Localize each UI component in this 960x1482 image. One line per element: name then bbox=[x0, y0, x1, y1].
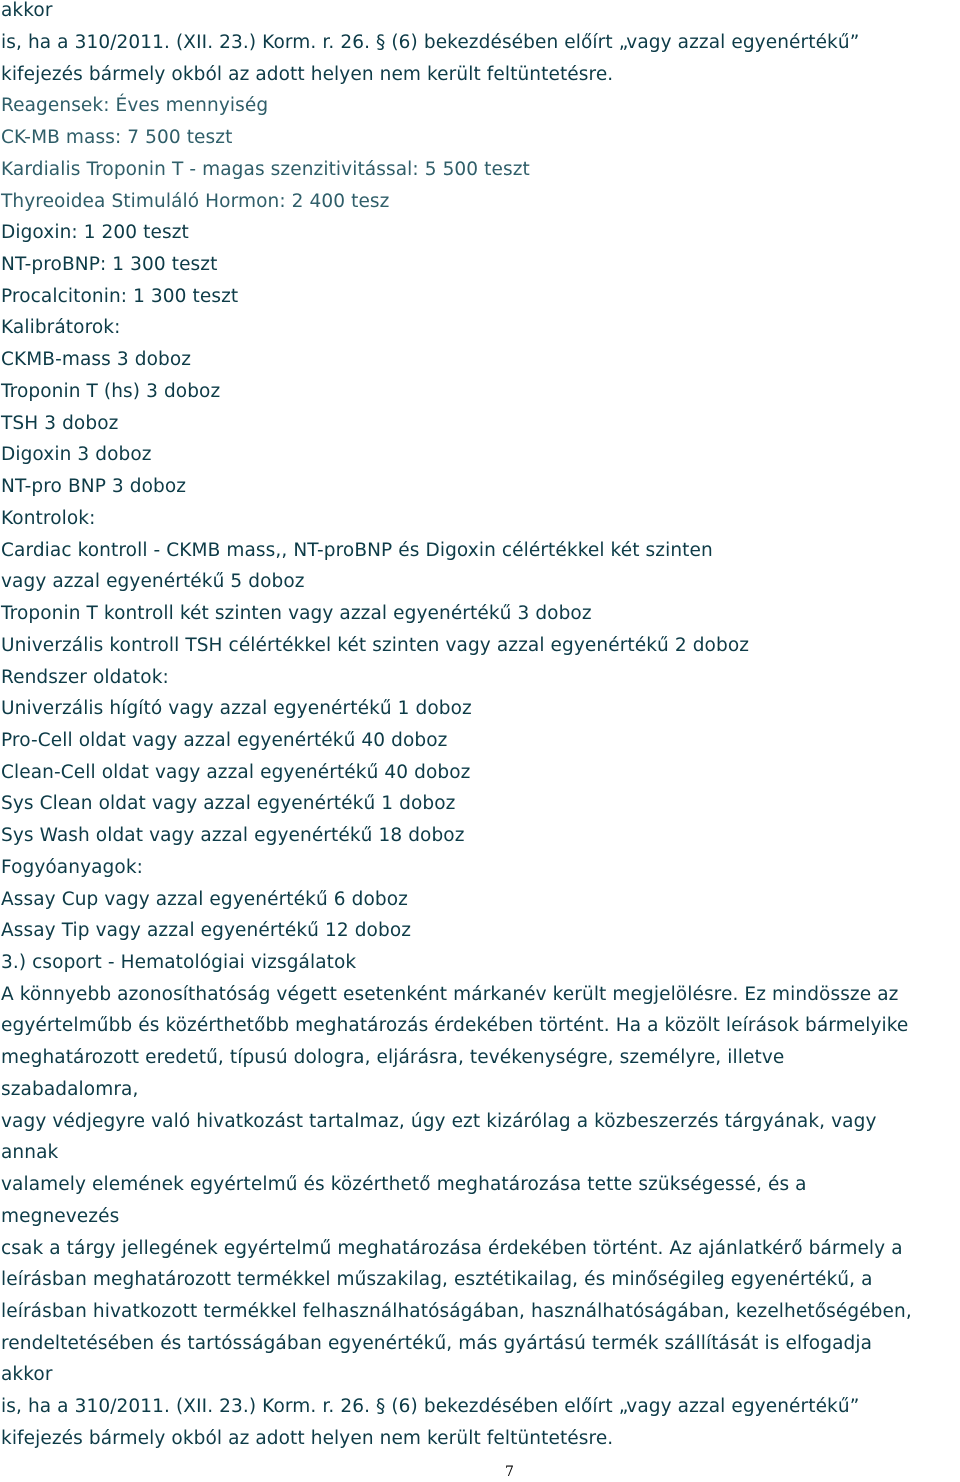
text-line: vagy védjegyre való hivatkozást tartalmaz, úgy ezt kizárólag a közbeszerzés tárgyának, vagy bbox=[1, 1111, 877, 1132]
text-line: valamely elemének egyértelmű és közérthető meghatározása tette szükségessé, és a bbox=[1, 1174, 807, 1195]
text-line: egyértelműbb és közérthetőbb meghatározás érdekében történt. Ha a közölt leírások bármelyike bbox=[1, 1015, 909, 1036]
text-line: Sys Clean oldat vagy azzal egyenértékű 1 doboz bbox=[1, 793, 456, 814]
text-line: vagy azzal egyenértékű 5 doboz bbox=[1, 571, 305, 592]
text-line: NT-pro BNP 3 doboz bbox=[1, 476, 187, 497]
text-line: Procalcitonin: 1 300 teszt bbox=[1, 286, 239, 307]
text-line: Assay Cup vagy azzal egyenértékű 6 doboz bbox=[1, 889, 408, 910]
text-line: Clean-Cell oldat vagy azzal egyenértékű 40 doboz bbox=[1, 762, 471, 783]
text-line: Sys Wash oldat vagy azzal egyenértékű 18 doboz bbox=[1, 825, 465, 846]
text-line: meghatározott eredetű, típusú dologra, eljárásra, tevékenységre, személyre, illetve bbox=[1, 1047, 785, 1068]
text-line: Digoxin: 1 200 teszt bbox=[1, 222, 189, 243]
text-line: annak bbox=[1, 1142, 59, 1163]
text-line: Cardiac kontroll - CKMB mass,, NT-proBNP és Digoxin célértékkel két szinten bbox=[1, 540, 713, 561]
text-line: kifejezés bármely okból az adott helyen nem került feltüntetésre. bbox=[1, 64, 614, 85]
section-heading: Fogyóanyagok: bbox=[1, 857, 143, 878]
text-line: TSH 3 doboz bbox=[1, 413, 119, 434]
text-line: csak a tárgy jellegének egyértelmű meghatározása érdekében történt. Az ajánlatkérő bármely a bbox=[1, 1238, 903, 1259]
text-line: Reagensek: Éves mennyiség bbox=[1, 95, 269, 116]
text-line: kifejezés bármely okból az adott helyen nem került feltüntetésre. bbox=[1, 1428, 614, 1449]
text-line: leírásban hivatkozott termékkel felhasználhatóságában, használhatóságában, kezelhetőségében, bbox=[1, 1301, 912, 1322]
text-line: CKMB-mass 3 doboz bbox=[1, 349, 192, 370]
section-heading: Rendszer oldatok: bbox=[1, 667, 169, 688]
text-line: Univerzális kontroll TSH célértékkel két szinten vagy azzal egyenértékű 2 doboz bbox=[1, 635, 750, 656]
section-heading: 3.) csoport - Hematológiai vizsgálatok bbox=[1, 952, 357, 973]
text-line: is, ha a 310/2011. (XII. 23.) Korm. r. 26. § (6) bekezdésében előírt „vagy azzal egyenértékű” bbox=[1, 32, 860, 53]
text-line: Assay Tip vagy azzal egyenértékű 12 doboz bbox=[1, 920, 412, 941]
text-line: Kardialis Troponin T - magas szenzitivitással: 5 500 teszt bbox=[1, 159, 530, 180]
text-line: megnevezés bbox=[1, 1206, 120, 1227]
text-line: rendeltetésében és tartósságában egyenértékű, más gyártású termék szállítását is elfogadja bbox=[1, 1333, 873, 1354]
text-line: Digoxin 3 doboz bbox=[1, 444, 152, 465]
text-line: szabadalomra, bbox=[1, 1079, 139, 1100]
text-line: CK-MB mass: 7 500 teszt bbox=[1, 127, 233, 148]
section-heading: Kalibrátorok: bbox=[1, 317, 121, 338]
text-line: akkor bbox=[1, 1364, 53, 1385]
text-line: is, ha a 310/2011. (XII. 23.) Korm. r. 26. § (6) bekezdésében előírt „vagy azzal egyenértékű” bbox=[1, 1396, 860, 1417]
section-heading: Kontrolok: bbox=[1, 508, 96, 529]
text-line: Thyreoidea Stimuláló Hormon: 2 400 tesz bbox=[1, 191, 390, 212]
text-line: NT-proBNP: 1 300 teszt bbox=[1, 254, 218, 275]
page-number: 7 bbox=[505, 1464, 514, 1480]
text-line: Troponin T kontroll két szinten vagy azzal egyenértékű 3 doboz bbox=[1, 603, 592, 624]
text-line: A könnyebb azonosíthatóság végett esetenként márkanév került megjelölésre. Ez mindössze az bbox=[1, 984, 899, 1005]
text-line: Troponin T (hs) 3 doboz bbox=[1, 381, 221, 402]
text-line: Pro-Cell oldat vagy azzal egyenértékű 40 doboz bbox=[1, 730, 448, 751]
text-line: leírásban meghatározott termékkel műszakilag, esztétikailag, és minőségileg egyenértékű, a bbox=[1, 1269, 873, 1290]
text-line: Univerzális hígító vagy azzal egyenértékű 1 doboz bbox=[1, 698, 472, 719]
text-line: akkor bbox=[1, 0, 53, 21]
